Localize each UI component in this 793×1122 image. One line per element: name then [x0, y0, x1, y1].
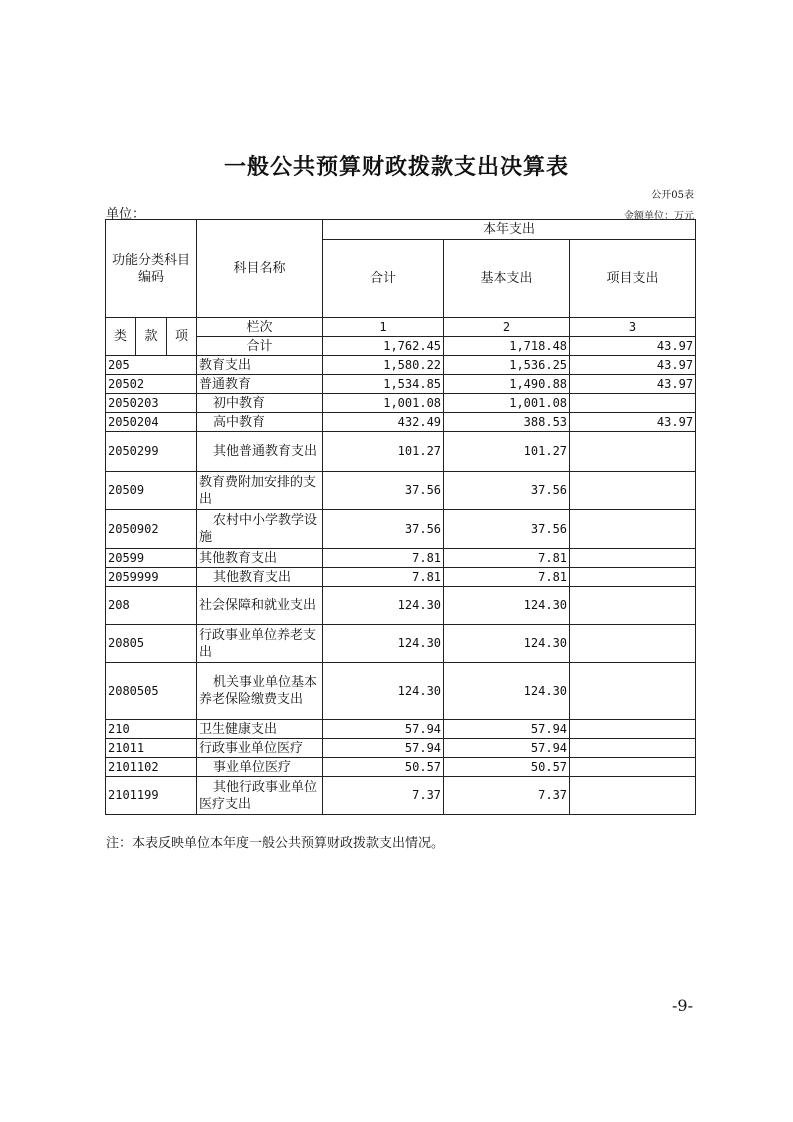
- row-project: [570, 394, 696, 413]
- table-row: [106, 720, 696, 739]
- row-name: 其他普通教育支出: [197, 432, 323, 472]
- row-code: 2059999: [106, 568, 197, 587]
- row-code: 2050902: [106, 510, 197, 549]
- row-total: 1,001.08: [323, 394, 444, 413]
- row-project: [570, 432, 696, 472]
- total-row-total: 1,762.45: [323, 337, 444, 356]
- table-row: [106, 432, 696, 472]
- row-code: 2080505: [106, 663, 197, 720]
- row-basic: 37.56: [444, 472, 570, 510]
- lei-header: 类: [106, 318, 136, 356]
- row-basic: 7.81: [444, 568, 570, 587]
- row-project: [570, 472, 696, 510]
- table-row: [106, 587, 696, 625]
- row-name: 行政事业单位养老支出: [197, 625, 323, 663]
- xiang-header: 项: [167, 318, 197, 356]
- row-total: 1,580.22: [323, 356, 444, 375]
- row-name: 初中教育: [197, 394, 323, 413]
- kuan-header: 款: [136, 318, 167, 356]
- row-code: 2101102: [106, 758, 197, 777]
- row-project: 43.97: [570, 375, 696, 394]
- year-expense-header: 本年支出: [323, 220, 696, 240]
- row-project: [570, 568, 696, 587]
- row-code: 20599: [106, 549, 197, 568]
- row-basic: 124.30: [444, 625, 570, 663]
- row-name: 其他行政事业单位医疗支出: [197, 777, 323, 815]
- row-name: 高中教育: [197, 413, 323, 432]
- code-header: 功能分类科目编码: [106, 220, 197, 318]
- row-total: 7.81: [323, 568, 444, 587]
- row-project: [570, 625, 696, 663]
- row-name: 农村中小学教学设施: [197, 510, 323, 549]
- row-project: [570, 777, 696, 815]
- row-basic: 57.94: [444, 739, 570, 758]
- row-basic: 388.53: [444, 413, 570, 432]
- row-basic: 37.56: [444, 510, 570, 549]
- row-code: 20502: [106, 375, 197, 394]
- table-row: [106, 739, 696, 758]
- table-row: [106, 394, 696, 413]
- row-name: 教育费附加安排的支出: [197, 472, 323, 510]
- row-total: 124.30: [323, 625, 444, 663]
- row-total: 124.30: [323, 587, 444, 625]
- row-code: 20805: [106, 625, 197, 663]
- unit-label: 单位：: [106, 207, 146, 222]
- row-basic: 1,536.25: [444, 356, 570, 375]
- row-total: 7.37: [323, 777, 444, 815]
- table-note: 注：本表反映单位本年度一般公共预算财政拨款支出情况。: [106, 836, 445, 851]
- row-total: 50.57: [323, 758, 444, 777]
- row-project: 43.97: [570, 413, 696, 432]
- row-basic: 1,001.08: [444, 394, 570, 413]
- row-basic: 7.37: [444, 777, 570, 815]
- row-total: 101.27: [323, 432, 444, 472]
- name-header: 科目名称: [197, 220, 323, 318]
- row-name: 机关事业单位基本养老保险缴费支出: [197, 663, 323, 720]
- row-code: 2050299: [106, 432, 197, 472]
- table-row: [106, 758, 696, 777]
- row-project: [570, 510, 696, 549]
- row-name: 事业单位医疗: [197, 758, 323, 777]
- table-row: [106, 375, 696, 394]
- row-project: [570, 663, 696, 720]
- row-total: 7.81: [323, 549, 444, 568]
- total-row-basic: 1,718.48: [444, 337, 570, 356]
- table-row: [106, 549, 696, 568]
- expense-table: [105, 219, 696, 815]
- row-basic: 124.30: [444, 663, 570, 720]
- row-project: [570, 549, 696, 568]
- row-name: 其他教育支出: [197, 568, 323, 587]
- row-total: 432.49: [323, 413, 444, 432]
- row-name: 教育支出: [197, 356, 323, 375]
- row-total: 124.30: [323, 663, 444, 720]
- col-index-1: 1: [323, 318, 444, 337]
- table-row: [106, 663, 696, 720]
- amount-unit: 金额单位：万元: [624, 211, 694, 222]
- row-code: 2050203: [106, 394, 197, 413]
- lanci-label: 栏次: [197, 318, 323, 337]
- table-row: [106, 625, 696, 663]
- row-code: 208: [106, 587, 197, 625]
- row-basic: 7.81: [444, 549, 570, 568]
- project-header: 项目支出: [570, 240, 696, 318]
- row-project: [570, 587, 696, 625]
- row-name: 行政事业单位医疗: [197, 739, 323, 758]
- row-total: 57.94: [323, 720, 444, 739]
- basic-header: 基本支出: [444, 240, 570, 318]
- row-basic: 1,490.88: [444, 375, 570, 394]
- row-basic: 124.30: [444, 587, 570, 625]
- row-project: [570, 758, 696, 777]
- row-project: 43.97: [570, 356, 696, 375]
- row-name: 卫生健康支出: [197, 720, 323, 739]
- row-project: [570, 739, 696, 758]
- row-total: 57.94: [323, 739, 444, 758]
- row-name: 其他教育支出: [197, 549, 323, 568]
- row-total: 1,534.85: [323, 375, 444, 394]
- row-basic: 101.27: [444, 432, 570, 472]
- total-header: 合计: [323, 240, 444, 318]
- page-number: -9-: [672, 996, 693, 1015]
- table-row: [106, 356, 696, 375]
- row-code: 21011: [106, 739, 197, 758]
- row-total: 37.56: [323, 472, 444, 510]
- table-row: [106, 472, 696, 510]
- table-row: [106, 510, 696, 549]
- total-row-label: 合计: [197, 337, 323, 356]
- row-code: 205: [106, 356, 197, 375]
- row-code: 20509: [106, 472, 197, 510]
- row-basic: 57.94: [444, 720, 570, 739]
- row-code: 2050204: [106, 413, 197, 432]
- col-index-3: 3: [570, 318, 696, 337]
- col-index-2: 2: [444, 318, 570, 337]
- row-basic: 50.57: [444, 758, 570, 777]
- table-row: [106, 777, 696, 815]
- table-row: [106, 568, 696, 587]
- form-number: 公开05表: [651, 190, 694, 201]
- row-code: 2101199: [106, 777, 197, 815]
- page-title: 一般公共预算财政拨款支出决算表: [223, 154, 569, 180]
- row-name: 社会保障和就业支出: [197, 587, 323, 625]
- total-row-project: 43.97: [570, 337, 696, 356]
- row-name: 普通教育: [197, 375, 323, 394]
- row-total: 37.56: [323, 510, 444, 549]
- row-project: [570, 720, 696, 739]
- table-row: [106, 413, 696, 432]
- row-code: 210: [106, 720, 197, 739]
